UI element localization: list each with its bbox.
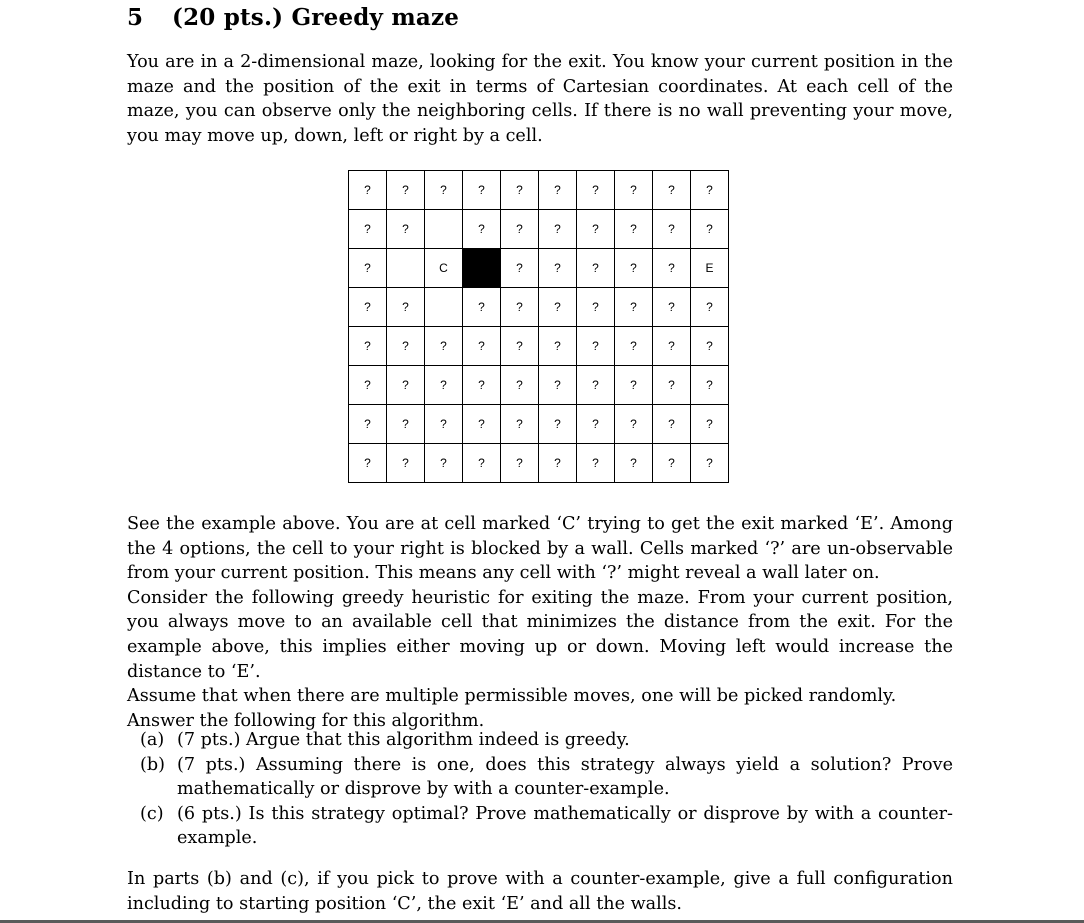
- maze-cell-unknown: ?: [615, 327, 653, 366]
- maze-cell-unknown: ?: [349, 210, 387, 249]
- maze-cell-unknown: ?: [387, 327, 425, 366]
- maze-cell-unknown: ?: [691, 444, 729, 483]
- maze-cell-unknown: ?: [501, 288, 539, 327]
- maze-cell-unknown: ?: [425, 171, 463, 210]
- maze-cell-unknown: ?: [577, 366, 615, 405]
- maze-cell-unknown: ?: [387, 171, 425, 210]
- maze-cell-unknown: ?: [577, 288, 615, 327]
- maze-row: [349, 327, 729, 366]
- maze-cell-open: [425, 288, 463, 327]
- maze-cell-exit: E: [691, 249, 729, 288]
- maze-cell-unknown: ?: [653, 444, 691, 483]
- maze-cell-unknown: ?: [577, 171, 615, 210]
- maze-cell-unknown: ?: [539, 405, 577, 444]
- maze-cell-unknown: ?: [539, 444, 577, 483]
- maze-cell-unknown: ?: [539, 171, 577, 210]
- maze-cell-unknown: ?: [615, 444, 653, 483]
- maze-row: [349, 171, 729, 210]
- maze-cell-unknown: ?: [501, 210, 539, 249]
- maze-cell-unknown: ?: [463, 171, 501, 210]
- maze-cell-unknown: ?: [653, 405, 691, 444]
- explanation-block: [127, 512, 953, 733]
- maze-cell-wall: [463, 249, 501, 288]
- maze-row: [349, 444, 729, 483]
- maze-cell-unknown: ?: [463, 327, 501, 366]
- maze-cell-unknown: ?: [425, 366, 463, 405]
- maze-cell-unknown: ?: [615, 210, 653, 249]
- maze-cell-unknown: ?: [577, 327, 615, 366]
- maze-cell-unknown: ?: [387, 210, 425, 249]
- maze-cell-unknown: ?: [501, 405, 539, 444]
- maze-cell-unknown: ?: [577, 444, 615, 483]
- maze-grid: [348, 170, 729, 483]
- maze-row: [349, 288, 729, 327]
- maze-cell-unknown: ?: [463, 210, 501, 249]
- explanation-text: See the example above. You are at cell marked ‘C’ trying to get the exit marked ‘E’. Among the 4 options, the cell to your right is blocked by a wall. Cells marked ‘?’ are un-observable from your current position. This means any cell with ‘?’ might reveal a wall later on.: [127, 514, 953, 584]
- maze-cell-unknown: ?: [653, 288, 691, 327]
- maze-cell-unknown: ?: [691, 366, 729, 405]
- maze-row: [349, 405, 729, 444]
- part-label: (c): [140, 803, 164, 824]
- maze-cell-unknown: ?: [349, 288, 387, 327]
- question-parts: [140, 728, 953, 851]
- maze-cell-unknown: ?: [539, 210, 577, 249]
- instruction-text: Answer the following for this algorithm.: [127, 710, 485, 731]
- section-title: (20 pts.) Greedy maze: [172, 3, 460, 31]
- maze-cell-unknown: ?: [463, 288, 501, 327]
- maze-cell-unknown: ?: [349, 366, 387, 405]
- question-part-a: [140, 728, 953, 753]
- maze-cell-unknown: ?: [653, 171, 691, 210]
- part-label: (b): [140, 754, 165, 775]
- maze-cell-unknown: ?: [463, 366, 501, 405]
- question-part-b: [140, 753, 953, 802]
- maze-cell-unknown: ?: [577, 405, 615, 444]
- part-text: (7 pts.) Argue that this algorithm indeed is greedy.: [177, 730, 630, 750]
- maze-cell-unknown: ?: [691, 405, 729, 444]
- maze-row: [349, 366, 729, 405]
- maze-cell-unknown: ?: [539, 366, 577, 405]
- maze-cell-unknown: ?: [463, 405, 501, 444]
- heuristic-text: Consider the following greedy heuristic for exiting the maze. From your current position, you always move to an available cell that minimizes the distance from the exit. For the example above, this implies either moving up or down. Moving left would increase the distance to ‘E’.: [127, 587, 953, 682]
- maze-cell-current: C: [425, 249, 463, 288]
- maze-cell-unknown: ?: [615, 249, 653, 288]
- maze-cell-unknown: ?: [615, 171, 653, 210]
- maze-cell-unknown: ?: [653, 366, 691, 405]
- assumption-text: Assume that when there are multiple permissible moves, one will be picked randomly.: [127, 686, 897, 707]
- maze-cell-unknown: ?: [501, 249, 539, 288]
- intro-paragraph: You are in a 2-dimensional maze, looking for the exit. You know your current position in the maze and the position of the exit in terms of Cartesian coordinates. At each cell of the maze, you can observe only the neighboring cells. If there is no wall preventing your move, you may move up, down, left or right by a cell.: [127, 52, 953, 146]
- section-number: 5: [127, 3, 144, 31]
- maze-cell-open: [425, 210, 463, 249]
- maze-cell-unknown: ?: [501, 171, 539, 210]
- section-heading: [127, 0, 459, 34]
- maze-cell-unknown: ?: [463, 444, 501, 483]
- maze-cell-unknown: ?: [501, 327, 539, 366]
- maze-cell-unknown: ?: [653, 249, 691, 288]
- closing-paragraph: In parts (b) and (c), if you pick to prove with a counter-example, give a full configuration including to starting position ‘C’, the exit ‘E’ and all the walls.: [127, 869, 953, 914]
- maze-cell-unknown: ?: [425, 444, 463, 483]
- question-part-c: [140, 802, 953, 851]
- maze-cell-unknown: ?: [691, 288, 729, 327]
- part-label: (a): [140, 730, 165, 750]
- maze-cell-unknown: ?: [349, 444, 387, 483]
- maze-cell-unknown: ?: [615, 366, 653, 405]
- maze-cell-unknown: ?: [425, 327, 463, 366]
- maze-cell-unknown: ?: [653, 327, 691, 366]
- maze-cell-unknown: ?: [539, 249, 577, 288]
- maze-row: [349, 249, 729, 288]
- maze-cell-unknown: ?: [349, 405, 387, 444]
- maze-row: [349, 210, 729, 249]
- maze-cell-unknown: ?: [653, 210, 691, 249]
- part-text: (6 pts.) Is this strategy optimal? Prove mathematically or disprove by with a counter-example.: [177, 803, 953, 849]
- maze-cell-unknown: ?: [691, 210, 729, 249]
- maze-cell-unknown: ?: [349, 171, 387, 210]
- maze-cell-unknown: ?: [539, 327, 577, 366]
- maze-cell-unknown: ?: [387, 405, 425, 444]
- maze-cell-unknown: ?: [387, 288, 425, 327]
- maze-cell-unknown: ?: [691, 171, 729, 210]
- maze-cell-unknown: ?: [349, 327, 387, 366]
- maze-cell-unknown: ?: [577, 249, 615, 288]
- maze-cell-unknown: ?: [691, 327, 729, 366]
- maze-cell-unknown: ?: [387, 366, 425, 405]
- maze-cell-unknown: ?: [539, 288, 577, 327]
- maze-cell-unknown: ?: [349, 249, 387, 288]
- maze-cell-open: [387, 249, 425, 288]
- maze-cell-unknown: ?: [501, 366, 539, 405]
- maze-cell-unknown: ?: [425, 405, 463, 444]
- maze-cell-unknown: ?: [501, 444, 539, 483]
- part-text: (7 pts.) Assuming there is one, does this strategy always yield a solution? Prove mathematically or disprove by with a counter-example.: [177, 754, 953, 800]
- maze-cell-unknown: ?: [387, 444, 425, 483]
- maze-cell-unknown: ?: [577, 210, 615, 249]
- maze-cell-unknown: ?: [615, 288, 653, 327]
- maze-cell-unknown: ?: [615, 405, 653, 444]
